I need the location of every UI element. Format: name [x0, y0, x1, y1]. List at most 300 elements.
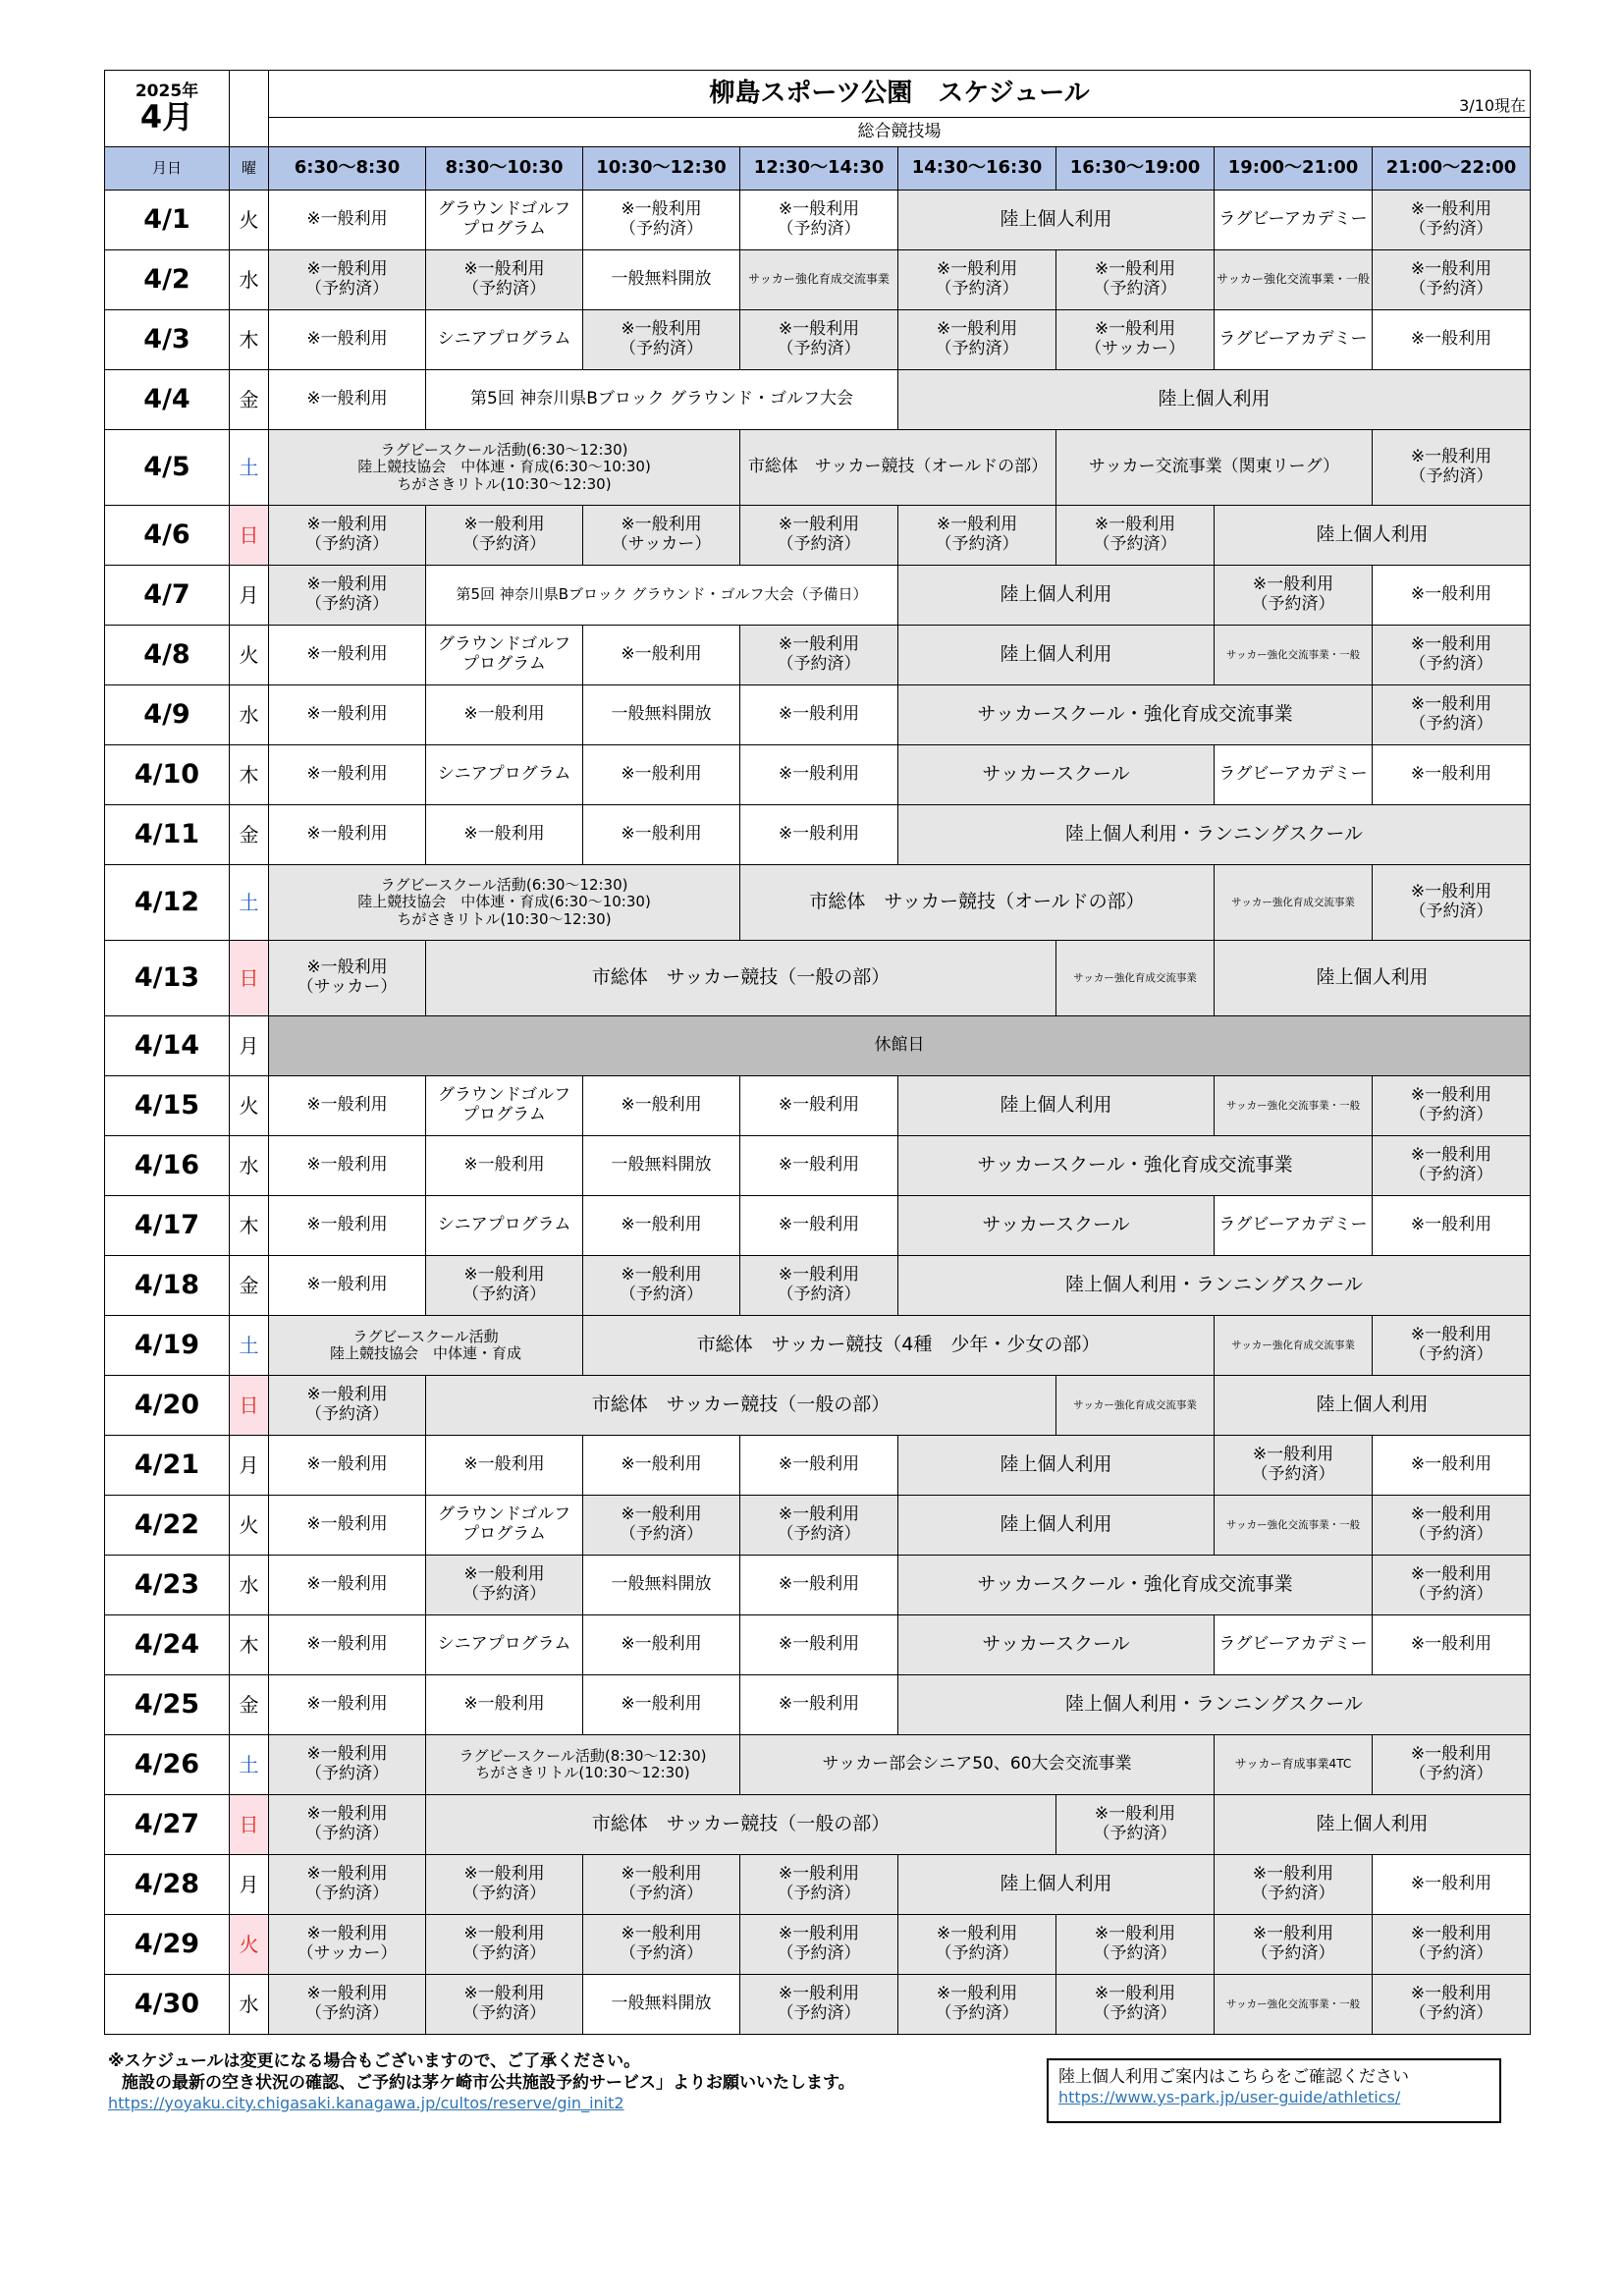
col-header-dow: 曜	[230, 147, 269, 191]
schedule-slot	[426, 941, 1056, 1016]
date-cell: 4/12	[105, 865, 230, 941]
slot-text: 市総体 サッカー競技（オールドの部）	[809, 891, 1145, 913]
schedule-slot	[1373, 250, 1531, 310]
schedule-row	[105, 865, 1531, 941]
reservation-link[interactable]: https://yoyaku.city.chigasaki.kanagawa.jp/cultos/reserve/gin_init2	[108, 2094, 624, 2112]
slot-text: 陸上個人利用	[1000, 1873, 1112, 1895]
schedule-slot	[740, 250, 898, 310]
date-cell: 4/23	[105, 1556, 230, 1615]
slot-text: ※一般利用	[621, 1504, 702, 1525]
schedule-slot	[1373, 1196, 1531, 1256]
slot-text: ※一般利用	[778, 1454, 860, 1475]
slot-text: ※一般利用	[778, 824, 860, 845]
schedule-slot	[1373, 1076, 1531, 1136]
slot-text: シニアプログラム	[437, 764, 571, 785]
slot-text: ※一般利用	[621, 644, 702, 665]
schedule-slot	[426, 1915, 583, 1975]
slot-text: 陸上競技協会 中体連・育成(6:30～10:30)	[357, 458, 651, 476]
schedule-row	[105, 1615, 1531, 1675]
schedule-slot	[583, 1076, 740, 1136]
schedule-slot	[898, 506, 1056, 566]
schedule-slot	[269, 941, 426, 1016]
slot-text: ちがさきリトル(10:30～12:30)	[397, 474, 612, 493]
slot-text: ※一般利用	[1252, 1864, 1334, 1885]
slot-text: ※一般利用	[621, 319, 702, 340]
schedule-slot	[269, 370, 426, 430]
weekday-cell: 水	[230, 250, 269, 310]
slot-text: 陸上個人利用	[1000, 583, 1112, 606]
slot-text: （予約済）	[1409, 2003, 1493, 2023]
month-label: 4月	[139, 98, 194, 137]
schedule-row	[105, 1496, 1531, 1556]
schedule-slot	[1373, 1436, 1531, 1496]
col-header-slot: 16:30～19:00	[1056, 147, 1215, 191]
schedule-row	[105, 1016, 1531, 1076]
schedule-slot	[740, 865, 1215, 941]
weekday-cell: 土	[230, 1735, 269, 1795]
schedule-slot	[740, 191, 898, 250]
schedule-slot	[269, 1915, 426, 1975]
slot-text: ※一般利用	[306, 1095, 388, 1116]
weekday-cell: 水	[230, 1975, 269, 2035]
slot-text: ※一般利用	[1410, 1874, 1492, 1894]
schedule-row	[105, 1735, 1531, 1795]
schedule-slot	[898, 1675, 1531, 1735]
date-cell: 4/9	[105, 685, 230, 745]
schedule-slot	[583, 506, 740, 566]
schedule-slot	[740, 805, 898, 865]
slot-text: （予約済）	[777, 2003, 861, 2023]
schedule-row	[105, 1136, 1531, 1196]
schedule-slot	[269, 191, 426, 250]
schedule-slot	[426, 1675, 583, 1735]
schedule-slot	[740, 745, 898, 805]
schedule-slot	[1373, 626, 1531, 685]
slot-text: （予約済）	[935, 339, 1019, 358]
slot-text: （予約済）	[777, 339, 861, 358]
weekday-cell: 月	[230, 1436, 269, 1496]
schedule-slot	[1373, 1735, 1531, 1795]
slot-text: （予約済）	[1409, 1344, 1493, 1364]
slot-text: ※一般利用	[306, 1514, 388, 1535]
schedule-slot	[740, 310, 898, 370]
schedule-slot	[1056, 430, 1373, 506]
schedule-slot	[583, 1915, 740, 1975]
slot-text: ラグビーアカデミー	[1218, 209, 1368, 230]
slot-text: グラウンドゴルフ	[437, 199, 571, 220]
slot-text: ※一般利用	[621, 764, 702, 785]
slot-text: （予約済）	[1251, 1884, 1335, 1903]
slot-text: ※一般利用	[306, 1454, 388, 1475]
slot-text: プログラム	[462, 1524, 546, 1544]
slot-text: ※一般利用	[936, 1984, 1018, 2004]
schedule-slot	[583, 1675, 740, 1735]
slot-text: サッカー強化交流事業・一般	[1225, 1997, 1361, 2010]
slot-text: ※一般利用	[1094, 515, 1176, 535]
schedule-row	[105, 1915, 1531, 1975]
slot-text: ※一般利用	[306, 1574, 388, 1595]
slot-text: ※一般利用	[621, 1215, 702, 1235]
slot-text: サッカー強化育成交流事業	[1073, 1398, 1197, 1411]
slot-text: （予約済）	[1409, 1165, 1493, 1184]
schedule-slot	[269, 1136, 426, 1196]
schedule-slot	[583, 310, 740, 370]
schedule-slot	[426, 1855, 583, 1915]
schedule-slot	[269, 1256, 426, 1316]
slot-text: （予約済）	[1093, 534, 1177, 554]
weekday-cell: 火	[230, 1076, 269, 1136]
slot-text: ※一般利用	[463, 1864, 545, 1885]
slot-text: （サッカー）	[611, 534, 712, 554]
date-cell: 4/6	[105, 506, 230, 566]
slot-text: （予約済）	[777, 534, 861, 554]
schedule-slot	[269, 250, 426, 310]
year-month-cell	[105, 71, 230, 147]
slot-text: （予約済）	[305, 534, 389, 554]
slot-text: 陸上個人利用・ランニングスクール	[1064, 1274, 1364, 1296]
schedule-slot	[898, 191, 1215, 250]
slot-text: ※一般利用	[306, 1155, 388, 1175]
schedule-slot	[426, 685, 583, 745]
slot-text: ※一般利用	[1094, 1984, 1176, 2004]
slot-text: プログラム	[462, 219, 546, 239]
schedule-slot	[1215, 250, 1373, 310]
slot-text: ※一般利用	[778, 1984, 860, 2004]
schedule-slot	[1215, 1975, 1373, 2035]
schedule-slot	[1373, 865, 1531, 941]
schedule-slot	[426, 250, 583, 310]
title-cell	[269, 71, 1531, 118]
schedule-slot	[1215, 191, 1373, 250]
schedule-row	[105, 370, 1531, 430]
slot-text: ※一般利用	[1410, 634, 1492, 655]
date-cell: 4/27	[105, 1795, 230, 1855]
weekday-cell: 火	[230, 191, 269, 250]
schedule-row	[105, 941, 1531, 1016]
slot-text: （予約済）	[620, 1524, 703, 1544]
schedule-slot	[269, 805, 426, 865]
slot-text: （予約済）	[1409, 714, 1493, 734]
schedule-slot	[426, 1496, 583, 1556]
schedule-slot	[1373, 1855, 1531, 1915]
slot-text: ※一般利用	[936, 259, 1018, 280]
schedule-row	[105, 1256, 1531, 1316]
slot-text: ※一般利用	[778, 515, 860, 535]
year-label: 2025年	[135, 81, 199, 101]
slot-text: （予約済）	[462, 534, 546, 554]
slot-text: ラグビーアカデミー	[1218, 329, 1368, 350]
schedule-slot	[583, 1196, 740, 1256]
schedule-slot	[583, 250, 740, 310]
col-header-slot: 21:00～22:00	[1373, 147, 1531, 191]
slot-text: ※一般利用	[463, 1984, 545, 2004]
schedule-slot	[898, 1196, 1215, 1256]
athletics-info-box	[1047, 2058, 1501, 2123]
schedule-slot	[898, 745, 1215, 805]
blank-corner-cell	[230, 71, 269, 147]
slot-text: サッカー強化育成交流事業	[1231, 1339, 1355, 1351]
slot-text: ※一般利用	[1252, 1445, 1334, 1465]
schedule-row	[105, 626, 1531, 685]
slot-text: ※一般利用	[1410, 882, 1492, 902]
slot-text: ※一般利用	[463, 259, 545, 280]
slot-text: （サッカー）	[1085, 339, 1185, 358]
slot-text: ※一般利用	[306, 1634, 388, 1655]
slot-text: サッカー強化交流事業・一般	[1225, 648, 1361, 661]
slot-text: ちがさきリトル(10:30～12:30)	[397, 909, 612, 928]
col-header-slot: 19:00～21:00	[1215, 147, 1373, 191]
slot-text: ※一般利用	[1094, 319, 1176, 340]
slot-text: サッカー部会シニア50、60大会交流事業	[822, 1754, 1132, 1775]
slot-text: 陸上個人利用	[1316, 966, 1429, 989]
slot-text: ※一般利用	[621, 1454, 702, 1475]
slot-text: ※一般利用	[463, 1694, 545, 1715]
slot-text: ※一般利用	[778, 764, 860, 785]
slot-text: ※一般利用	[1410, 1634, 1492, 1655]
date-cell: 4/19	[105, 1316, 230, 1376]
slot-text: サッカー強化育成交流事業	[748, 272, 890, 287]
schedule-slot	[898, 370, 1531, 430]
change-notice: ※スケジュールは変更になる場合もございますので、ご了承ください。	[108, 2051, 641, 2071]
schedule-slot	[583, 626, 740, 685]
date-cell: 4/29	[105, 1915, 230, 1975]
slot-text: ※一般利用	[778, 704, 860, 725]
schedule-slot	[426, 370, 898, 430]
schedule-row	[105, 1795, 1531, 1855]
slot-text: ※一般利用	[306, 1744, 388, 1765]
slot-text: （予約済）	[620, 339, 703, 358]
slot-text: サッカースクール・強化育成交流事業	[977, 1154, 1293, 1176]
slot-text: （予約済）	[1409, 1943, 1493, 1963]
schedule-slot	[740, 1076, 898, 1136]
schedule-row	[105, 685, 1531, 745]
date-cell: 4/26	[105, 1735, 230, 1795]
schedule-slot	[1056, 941, 1215, 1016]
slot-text: ※一般利用	[778, 1504, 860, 1525]
schedule-slot	[269, 430, 740, 506]
schedule-slot	[426, 310, 583, 370]
schedule-row	[105, 1196, 1531, 1256]
slot-text: ※一般利用	[306, 644, 388, 665]
slot-text: （サッカー）	[297, 1943, 398, 1963]
slot-text: ※一般利用	[1410, 1504, 1492, 1525]
slot-text: ※一般利用	[306, 1275, 388, 1295]
slot-text: （予約済）	[1093, 1943, 1177, 1963]
slot-text: ※一般利用	[306, 329, 388, 350]
schedule-row	[105, 506, 1531, 566]
schedule-slot	[269, 1855, 426, 1915]
date-cell: 4/22	[105, 1496, 230, 1556]
slot-text: 陸上個人利用・ランニングスクール	[1064, 823, 1364, 846]
slot-text: ※一般利用	[1252, 574, 1334, 595]
schedule-slot	[269, 506, 426, 566]
schedule-slot	[269, 685, 426, 745]
schedule-slot	[1373, 430, 1531, 506]
slot-text: （予約済）	[1093, 1824, 1177, 1843]
schedule-slot	[740, 1136, 898, 1196]
schedule-slot	[740, 1615, 898, 1675]
slot-text: （予約済）	[935, 534, 1019, 554]
slot-text: （予約済）	[620, 1943, 703, 1963]
athletics-guide-link[interactable]: https://www.ys-park.jp/user-guide/athletics/	[1058, 2088, 1401, 2106]
schedule-slot	[426, 1556, 583, 1615]
weekday-cell: 木	[230, 1615, 269, 1675]
slot-text: ※一般利用	[306, 824, 388, 845]
schedule-slot	[583, 1136, 740, 1196]
weekday-cell: 火	[230, 1915, 269, 1975]
slot-text: ※一般利用	[306, 1694, 388, 1715]
slot-text: ※一般利用	[1410, 447, 1492, 467]
schedule-slot	[426, 745, 583, 805]
schedule-slot	[583, 1615, 740, 1675]
slot-text: ※一般利用	[621, 1265, 702, 1285]
slot-text: ※一般利用	[1410, 1984, 1492, 2004]
slot-text: ※一般利用	[306, 1385, 388, 1405]
schedule-slot	[426, 191, 583, 250]
schedule-slot	[269, 1795, 426, 1855]
schedule-row	[105, 1316, 1531, 1376]
slot-text: 市総体 サッカー競技（一般の部）	[591, 1813, 891, 1835]
schedule-slot	[1056, 1975, 1215, 2035]
date-cell: 4/11	[105, 805, 230, 865]
slot-text: 一般無料開放	[611, 704, 712, 725]
slot-text: （予約済）	[1093, 2003, 1177, 2023]
date-cell: 4/21	[105, 1436, 230, 1496]
schedule-slot	[898, 1436, 1215, 1496]
slot-text: ※一般利用	[463, 704, 545, 725]
slot-text: シニアプログラム	[437, 1634, 571, 1655]
slot-text: サッカー強化交流事業・一般	[1217, 272, 1370, 287]
slot-text: ※一般利用	[306, 1804, 388, 1825]
footer-notes	[108, 2050, 1070, 2112]
slot-text: ※一般利用	[621, 1634, 702, 1655]
date-cell: 4/8	[105, 626, 230, 685]
slot-text: ラグビースクール活動(6:30～12:30)	[380, 876, 628, 895]
slot-text: ※一般利用	[463, 1924, 545, 1944]
schedule-slot	[1215, 1196, 1373, 1256]
schedule-slot	[898, 1496, 1215, 1556]
slot-text: ※一般利用	[621, 1924, 702, 1944]
weekday-cell: 金	[230, 805, 269, 865]
slot-text: （予約済）	[305, 1884, 389, 1903]
weekday-cell: 月	[230, 566, 269, 626]
weekday-cell: 木	[230, 310, 269, 370]
weekday-cell: 日	[230, 941, 269, 1016]
slot-text: ラグビースクール活動	[352, 1327, 499, 1345]
slot-text: サッカースクール	[982, 1633, 1130, 1656]
schedule-slot	[740, 626, 898, 685]
schedule-slot	[583, 1256, 740, 1316]
slot-text: 陸上個人利用	[1000, 1513, 1112, 1536]
schedule-slot	[269, 865, 740, 941]
slot-text: ※一般利用	[778, 1215, 860, 1235]
slot-text: ラグビーアカデミー	[1218, 1634, 1368, 1655]
schedule-slot	[1056, 1795, 1215, 1855]
schedule-slot	[740, 1556, 898, 1615]
col-header-slot: 6:30～8:30	[269, 147, 426, 191]
slot-text: ※一般利用	[463, 1564, 545, 1585]
slot-text: ※一般利用	[306, 574, 388, 595]
schedule-slot	[1215, 1735, 1373, 1795]
schedule-slot	[426, 1076, 583, 1136]
slot-text: ※一般利用	[936, 1924, 1018, 1944]
weekday-cell: 水	[230, 1556, 269, 1615]
schedule-slot	[898, 310, 1056, 370]
column-header-row	[105, 147, 1531, 191]
slot-text: （予約済）	[1409, 1105, 1493, 1124]
schedule-slot	[426, 1376, 1056, 1436]
schedule-slot	[1373, 191, 1531, 250]
schedule-slot	[269, 1436, 426, 1496]
schedule-slot	[1056, 1376, 1215, 1436]
date-cell: 4/18	[105, 1256, 230, 1316]
weekday-cell: 土	[230, 1316, 269, 1376]
schedule-slot	[1373, 1615, 1531, 1675]
weekday-cell: 日	[230, 1376, 269, 1436]
slot-text: （予約済）	[935, 279, 1019, 299]
date-cell: 4/4	[105, 370, 230, 430]
slot-text: ※一般利用	[621, 199, 702, 220]
date-cell: 4/30	[105, 1975, 230, 2035]
schedule-slot	[1373, 1915, 1531, 1975]
schedule-slot	[1373, 1316, 1531, 1376]
weekday-cell: 土	[230, 865, 269, 941]
schedule-slot	[1373, 745, 1531, 805]
schedule-slot	[426, 1735, 740, 1795]
schedule-slot	[269, 310, 426, 370]
slot-text: 陸上個人利用	[1000, 643, 1112, 666]
schedule-slot	[269, 1735, 426, 1795]
slot-text: ※一般利用	[778, 1864, 860, 1885]
schedule-slot	[1373, 1975, 1531, 2035]
schedule-slot	[1215, 1915, 1373, 1975]
schedule-row	[105, 805, 1531, 865]
slot-text: （サッカー）	[297, 977, 398, 997]
schedule-slot	[740, 685, 898, 745]
schedule-slot	[426, 1196, 583, 1256]
slot-text: 陸上個人利用	[1000, 1094, 1112, 1117]
slot-text: （予約済）	[1093, 279, 1177, 299]
slot-text: シニアプログラム	[437, 1215, 571, 1235]
slot-text: ※一般利用	[463, 1265, 545, 1285]
schedule-row	[105, 1076, 1531, 1136]
slot-text: （予約済）	[462, 279, 546, 299]
schedule-slot	[269, 1316, 583, 1376]
schedule-slot	[269, 1196, 426, 1256]
schedule-row	[105, 1975, 1531, 2035]
reservation-notice: 施設の最新の空き状況の確認、ご予約は茅ケ崎市公共施設予約サービス」よりお願いいたします。	[122, 2073, 855, 2093]
slot-text: （予約済）	[1409, 1524, 1493, 1544]
slot-text: ラグビーアカデミー	[1218, 764, 1368, 785]
slot-text: ※一般利用	[1094, 1924, 1176, 1944]
slot-text: サッカースクール・強化育成交流事業	[977, 1573, 1293, 1596]
slot-text: ※一般利用	[306, 1215, 388, 1235]
schedule-slot	[269, 1076, 426, 1136]
schedule-slot	[269, 745, 426, 805]
slot-text: ※一般利用	[306, 515, 388, 535]
schedule-slot	[898, 1136, 1373, 1196]
slot-text: （予約済）	[1409, 1584, 1493, 1604]
weekday-cell: 金	[230, 1675, 269, 1735]
slot-text: ラグビースクール活動(6:30～12:30)	[380, 441, 628, 460]
slot-text: サッカースクール・強化育成交流事業	[977, 703, 1293, 726]
schedule-slot	[898, 805, 1531, 865]
slot-text: ※一般利用	[778, 1924, 860, 1944]
schedule-slot	[583, 1855, 740, 1915]
slot-text: 一般無料開放	[611, 1994, 712, 2014]
schedule-row	[105, 1436, 1531, 1496]
weekday-cell: 火	[230, 626, 269, 685]
